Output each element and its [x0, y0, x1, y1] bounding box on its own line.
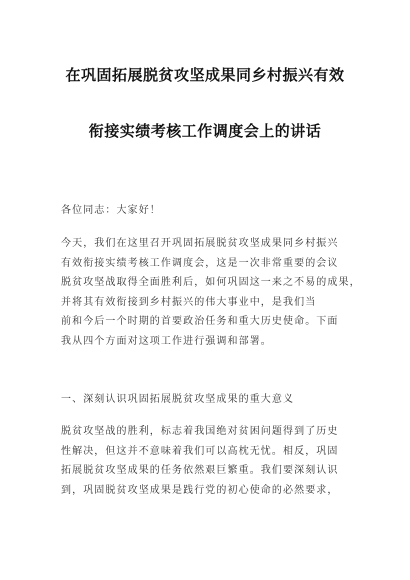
- paragraph-line: 拓展脱贫攻坚成果的任务依然艰巨繁重。我们要深刻认识: [61, 465, 339, 476]
- document-title-line-1: 在巩固拓展脱贫攻坚成果同乡村振兴有效: [65, 66, 345, 84]
- paragraph-line: 到，巩固脱贫攻坚成果是践行党的初心使命的必然要求，: [61, 484, 339, 496]
- greeting: 各位同志：大家好！: [61, 205, 161, 216]
- section-heading-1: 一、深刻认识巩固拓展脱贫攻坚成果的重大意义: [61, 394, 295, 405]
- document-title-line-2: 衔接实绩考核工作调度会上的讲话: [88, 122, 322, 140]
- paragraph-intro: [61, 234, 361, 351]
- paragraph-line: 脱贫攻坚战的胜利，标志着我国绝对贫困问题得到了历史: [61, 426, 339, 437]
- paragraph-line: 脱贫攻坚战取得全面胜利后，如何巩固这一来之不易的成果，: [61, 277, 361, 288]
- paragraph-line: 性解决，但这并不意味着我们可以高枕无忧。相反，巩固: [61, 445, 339, 457]
- paragraph-line: 今天，我们在这里召开巩固拓展脱贫攻坚成果同乡村振兴: [61, 238, 339, 249]
- paragraph-section-1: [61, 422, 361, 500]
- paragraph-line: 前和今后一个时期的首要政治任务和重大历史使命。下面: [61, 316, 339, 327]
- paragraph-line: 并将其有效衔接到乡村振兴的伟大事业中，是我们当: [61, 296, 317, 308]
- paragraph-line: 我从四个方面对这项工作进行强调和部署。: [61, 335, 272, 347]
- paragraph-line: 有效衔接实绩考核工作调度会，这是一次非常重要的会议: [61, 257, 339, 269]
